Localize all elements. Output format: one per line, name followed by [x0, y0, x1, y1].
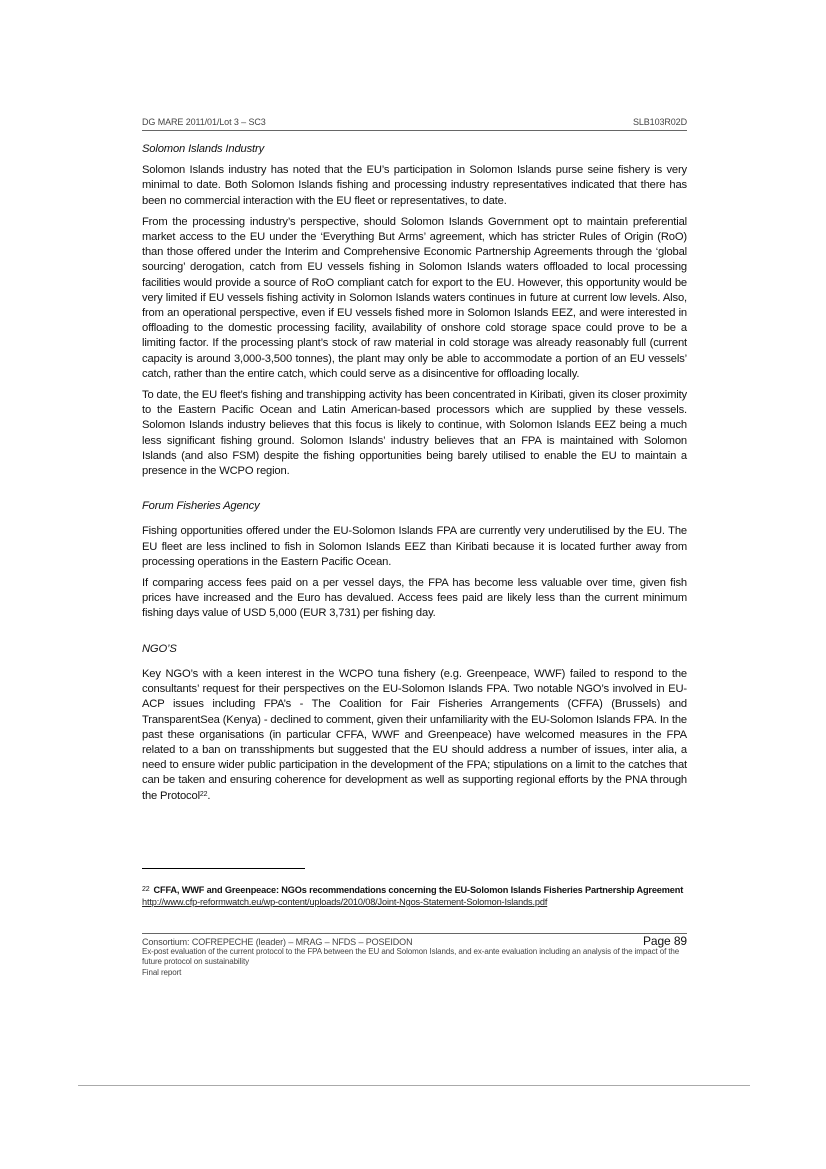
section-heading-ngos: NGO’S: [142, 642, 177, 655]
section-spacer: [142, 628, 687, 642]
header-project-code: DG MARE 2011/01/Lot 3 – SC3: [142, 117, 266, 127]
footer-top-row: [142, 936, 687, 947]
footer-report-description: Ex-post evaluation of the current protocol to the FPA between the EU and Solomon Islands, and ex-ante evaluation including an analysis of the impact of the future protocol on sustainability: [142, 947, 680, 967]
footnote-line: [142, 884, 687, 896]
footnote-number: 22: [142, 886, 150, 893]
running-header: [142, 117, 687, 127]
paragraph: If comparing access fees paid on a per vessel days, the FPA has become less valuable over time, given fish prices have increased and the Euro has devalued. Access fees paid are likely less than the current minimum fishing days value of USD 5,000 (EUR 3,731) per fishing day.: [142, 577, 687, 620]
footer-divider: [142, 933, 687, 934]
paragraph: Solomon Islands industry has noted that the EU’s participation in Solomon Islands purse seine fishery is very minimal to date. Both Solomon Islands fishing and processing industry representatives indicated that there has been no commercial interaction with the EU fleet or representatives, to date.: [142, 164, 687, 207]
page-bottom-divider: [78, 1085, 750, 1086]
paragraph: To date, the EU fleet’s fishing and transhipping activity has been concentrated in Kiribati, given its closer proximity to the Eastern Pacific Ocean and Latin American-based processors which are supplied by these vessels. Solomon Islands industry believes that this focus is likely to continue, with Solomon Islands EEZ being a much less significant fishing ground. Solomon Islands’ industry believes that an FPA is maintained with Solomon Islands (and also FSM) despite the fishing opportunities being barely utilised to enable the EU to maintain a presence in the WCPO region.: [142, 389, 687, 478]
header-document-code: SLB103R02D: [632, 117, 687, 127]
footnote: [142, 884, 687, 908]
footnote-separator: [142, 868, 305, 869]
paragraph-end: .: [207, 789, 211, 802]
section-heading-industry: Solomon Islands Industry: [142, 143, 265, 155]
footnote-text: CFFA, WWF and Greenpeace: NGOs recommendations concerning the EU-Solomon Islands Fisheries Partnership Agreement: [153, 885, 684, 895]
header-divider: [142, 130, 687, 131]
footer-consortium: Consortium: COFREPECHE (leader) – MRAG – NFDS – POSEIDON: [142, 937, 413, 947]
paragraph-text: Key NGO’s with a keen interest in the WCPO tuna fishery (e.g. Greenpeace, WWF) failed to respond to the consultants’ request for their perspectives on the EU-Solomon Islands FPA. Two notable NGO’s involved in EU-ACP issues including FPA’s - The Coalition for Fair Fisheries Arrangements (CFFA) (Brussels) and TransparentSea (Kenya) - declined to comment, given their unfamiliarity with the EU-Solomon Islands FPA. In the past these organisations (in particular CFFA, WWF and Greenpeace) have welcomed measures in the FPA related to a ban on transshipments but suggested that the EU should address a number of issues, inter alia, a need to ensure wider public participation in the development of the FPA; stipulations on a limit to the catches that can be taken and ensuring coherence for development as well as supporting regional efforts by the PNA through the Protocol: [142, 667, 687, 802]
section-spacer: [142, 485, 687, 499]
footer-report-status: Final report: [142, 967, 182, 977]
paragraph: [142, 667, 687, 804]
footnote-reference[interactable]: 22: [199, 790, 208, 798]
page-footer: [142, 936, 687, 978]
page-body: [142, 142, 687, 810]
page-number: Page 89: [642, 934, 687, 948]
footnote-link[interactable]: http://www.cfp-reformwatch.eu/wp-content/uploads/2010/08/Joint-Ngos-Statement-Solomon-Islands.pdf: [142, 897, 548, 907]
paragraph: Fishing opportunities offered under the EU-Solomon Islands FPA are currently very underutilised by the EU. The EU fleet are less inclined to fish in Solomon Islands EEZ than Kiribati because it is located further away from processing operations in the Eastern Pacific Ocean.: [142, 525, 687, 568]
section-heading-ffa: Forum Fisheries Agency: [142, 500, 260, 513]
paragraph: From the processing industry’s perspective, should Solomon Islands Government opt to maintain preferential market access to the EU under the ‘Everything But Arms’ agreement, which has stricter Rules of Origin (RoO) than those offered under the Interim and Comprehensive Economic Partnership Agreements through the ‘global sourcing’ derogation, catch from EU vessels fishing in Solomon Islands waters offloaded to local processing facilities would provide a source of RoO compliant catch for export to the EU. However, this opportunity would be very limited if EU vessels fishing activity in Solomon Islands waters continues in future at current low levels. Also, from an operational perspective, even if EU vessels fished more in Solomon Islands EEZ, and were interested in offloading to the domestic processing facility, availability of onshore cold storage space could prove to be a limiting factor. If the processing plant’s stock of raw material in cold storage was already reasonably full (current capacity is around 3,000-3,500 tonnes), the plant may only be able to accommodate a portion of an EU vessels’ catch, rather than the entire catch, which could serve as a disincentive for offloading locally.: [142, 215, 687, 380]
